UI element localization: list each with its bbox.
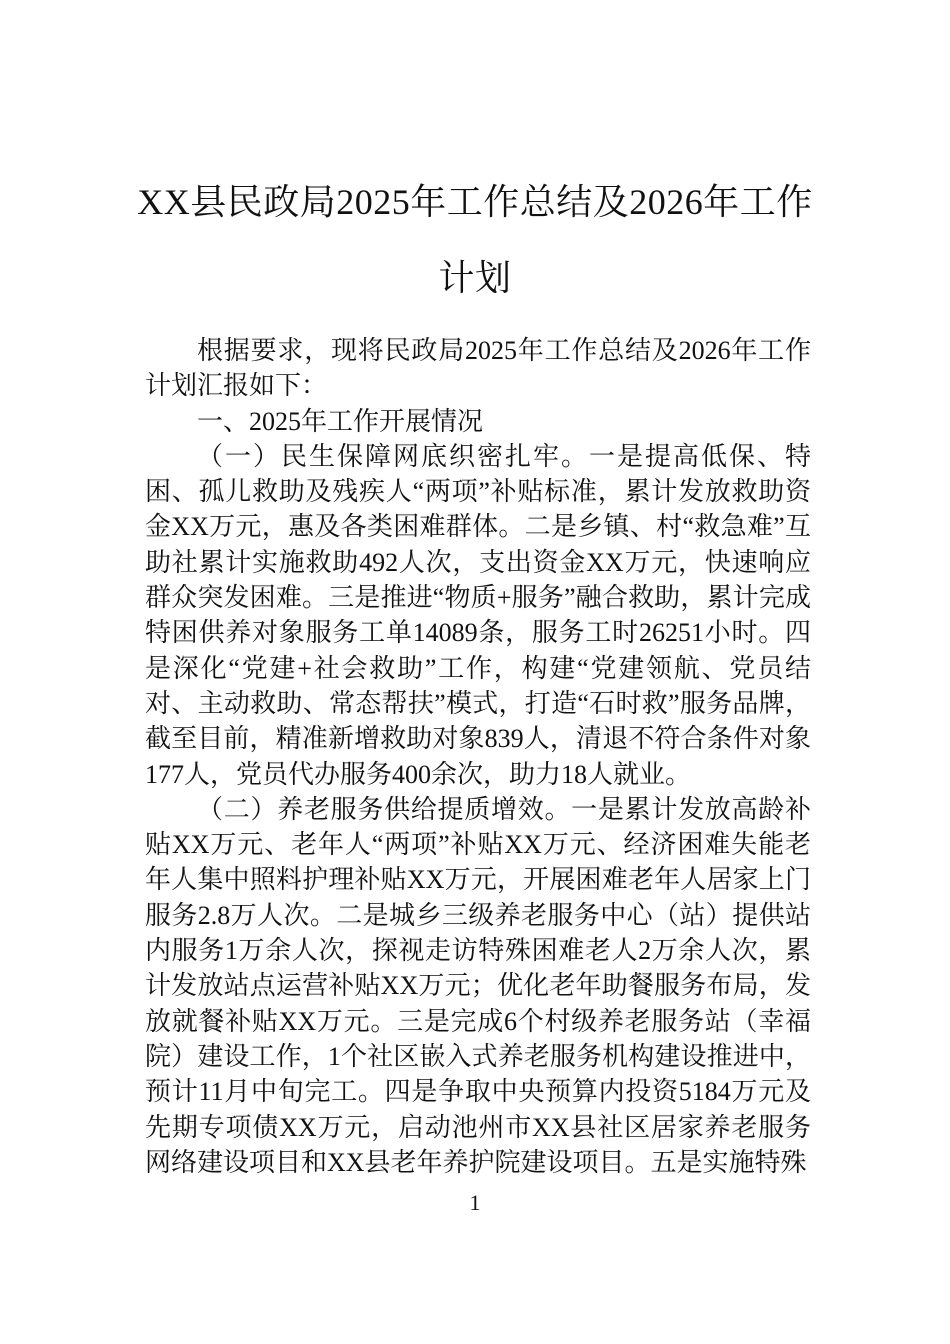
page-number: 1 <box>469 1190 481 1215</box>
section-heading: 一、2025年工作开展情况 <box>197 406 484 436</box>
document-title: XX县民政局2025年工作总结及2026年工作计划 <box>137 182 813 298</box>
paragraph-livelihood: （一）民生保障网底织密扎牢。一是提高低保、特困、孤儿救助及残疾人“两项”补贴标准，累计发放救助资金XX万元，惠及各类困难群体。二是乡镇、村“救急难”互助社累计实施救助492人次，支出资金XX万元，快速响应群众突发困难。三是推进“物质+服务”融合救助，累计完成特困供养对象服务工单14089条，服务工时26251小时。四是深化“党建+社会救助”工作，构建“党建领航、党员结对、主动救助、常态帮扶”模式，打造“石时救”服务品牌，截至目前，精准新增救助对象839人，清退不符合条件对象177人，党员代办服务400余次，助力18人就业。 <box>145 441 811 789</box>
document-body <box>145 333 811 1180</box>
intro-paragraph: 根据要求，现将民政局2025年工作总结及2026年工作计划汇报如下： <box>145 336 811 401</box>
paragraph-elderly-care: （二）养老服务供给提质增效。一是累计发放高龄补贴XX万元、老年人“两项”补贴XX万元、经济困难失能老年人集中照料护理补贴XX万元，开展困难老年人居家上门服务2.8万人次。二是城乡三级养老服务中心（站）提供站内服务1万余人次，探视走访特殊困难老人2万余人次，累计发放站点运营补贴XX万元；优化老年助餐服务布局，发放就餐补贴XX万元。三是完成6个村级养老服务站（幸福院）建设工作，1个社区嵌入式养老服务机构建设推进中，预计11月中旬完工。四是争取中央预算内投资5184万元及先期专项债XX万元，启动池州市XX县社区居家养老服务网络建设项目和XX县老年养护院建设项目。五是实施特殊 <box>145 794 811 1177</box>
